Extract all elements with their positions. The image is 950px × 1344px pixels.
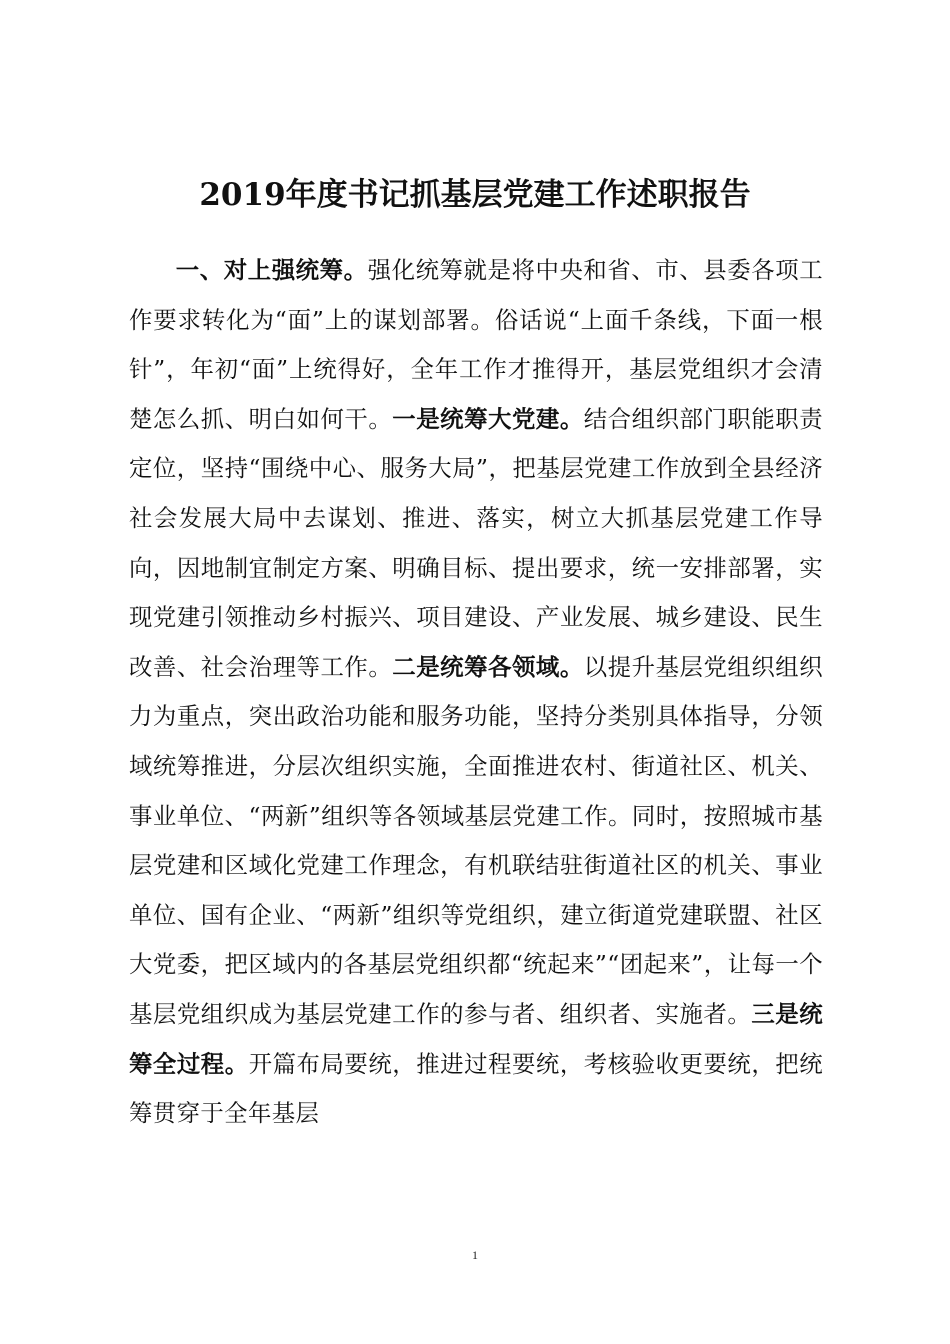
paragraph-text: 开篇布局要统，推进过程要统，考核验收更要统，把统筹贯穿于全年基层 (129, 1049, 823, 1128)
point-heading: 三是统筹全过程。 (129, 999, 823, 1078)
section-heading: 一、对上强统筹。 (175, 256, 368, 284)
page-number: 1 (472, 1248, 478, 1262)
document-title: 2019年度书记抓基层党建工作述职报告 (199, 176, 751, 213)
point-heading: 二是统筹各领域。 (392, 652, 584, 681)
paragraph-text: 强化统筹就是将中央和省、市、县委各项工作要求转化为“面”上的谋划部署。俗话说“上面千条线，下面一根针”，年初“面”上统得好，全年工作才推得开，基层党组织才会清楚怎么抓、明白如何干。 (129, 256, 823, 433)
point-heading: 一是统筹大党建。 (392, 404, 584, 433)
paragraph-text: 结合组织部门职能职责定位，坚持“围绕中心、服务大局”，把基层党建工作放到全县经济社会发展大局中去谋划、推进、落实，树立大抓基层党建工作导向，因地制宜制定方案、明确目标、提出要求，统一安排部署，实现党建引领推动乡村振兴、项目建设、产业发展、城乡建设、民生改善、社会治理等工作。 (129, 404, 824, 681)
paragraph-text: 以提升基层党组织组织力为重点，突出政治功能和服务功能，坚持分类别具体指导，分领域统筹推进，分层次组织实施，全面推进农村、街道社区、机关、事业单位、“两新”组织等各领域基层党建工作。同时，按照城市基层党建和区域化党建工作理念，有机联结驻街道社区的机关、事业单位、国有企业、“两新”组织等党组织，建立街道党建联盟、社区大党委，把区域内的各基层党组织都“统起来”“团起来”，让每一个基层党组织成为基层党建工作的参与者、组织者、实施者。 (129, 652, 824, 1028)
body-paragraph (129, 246, 823, 1139)
